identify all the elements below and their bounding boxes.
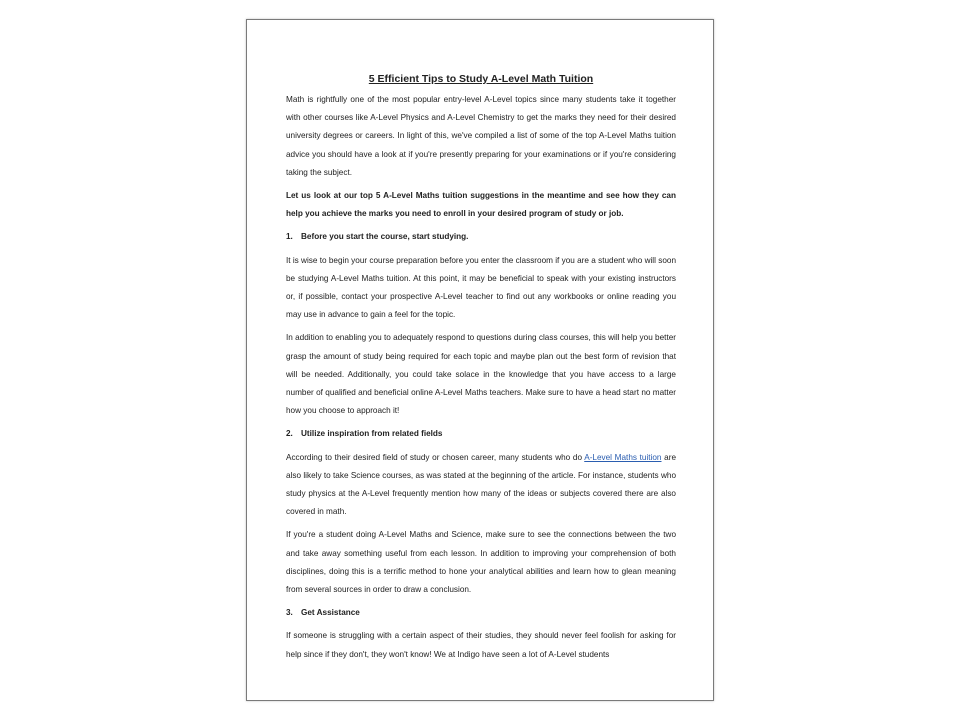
section-heading-2 — [286, 425, 676, 443]
lead-paragraph: Let us look at our top 5 A-Level Maths tuition suggestions in the meantime and see how they can help you achieve the marks you need to enroll in your desired program of study or job. — [286, 191, 676, 219]
section-2-paragraph-1 — [286, 449, 676, 522]
section-number: 1. — [286, 232, 293, 242]
intro-paragraph: Math is rightfully one of the most popular entry-level A-Level topics since many students take it together with other courses like A-Level Physics and A-Level Chemistry to get the marks they need for their desired university degrees or careers. In light of this, we've compiled a list of some of the top A-Level Maths tuition advice you should have a look at if you're presently preparing for your examinations or if you're considering taking the subject. — [286, 95, 676, 177]
document-content — [286, 72, 676, 669]
section-number: 2. — [286, 429, 293, 439]
section-heading-3 — [286, 604, 676, 622]
section-heading-text: Get Assistance — [301, 608, 360, 618]
section-1-paragraph-1: It is wise to begin your course preparation before you enter the classroom if you are a student who will soon be studying A-Level Maths tuition. At this point, it may be beneficial to speak with your existing instructors or, if possible, contact your prospective A-Level teacher to find out any workbooks or online reading you may use in advance to gain a feel for the topic. — [286, 255, 676, 320]
paragraph-text: are also likely to take Science courses, as was stated at the beginning of the article. For instance, students who study physics at the A-Level frequently mention how many of the ideas or subjects covered there are also covered in math. — [286, 452, 677, 517]
section-heading-text: Utilize inspiration from related fields — [301, 429, 443, 439]
section-number: 3. — [286, 608, 293, 618]
section-1-paragraph-2: In addition to enabling you to adequately respond to questions during class courses, this will help you better grasp the amount of study being required for each topic and maybe plan out the best form of revision that will be needed. Additionally, you could take solace in the knowledge that you have access to a large number of qualified and beneficial online A-Level Maths teachers. Make sure to have a head start no matter how you choose to approach it! — [286, 333, 676, 416]
section-heading-1 — [286, 228, 676, 246]
paragraph-text: According to their desired field of study or chosen career, many students who do — [286, 452, 585, 462]
document-page — [246, 19, 714, 701]
document-title: 5 Efficient Tips to Study A-Level Math Tuition — [368, 73, 594, 85]
section-3-paragraph-1: If someone is struggling with a certain aspect of their studies, they should never feel foolish for asking for help since if they don't, they won't know! We at Indigo have seen a lot of A-Level students — [286, 631, 676, 659]
section-heading-text: Before you start the course, start studying. — [301, 232, 469, 242]
a-level-maths-tuition-link[interactable]: A-Level Maths tuition — [584, 452, 662, 462]
section-2-paragraph-2: If you're a student doing A-Level Maths and Science, make sure to see the connections between the two and take away something useful from each lesson. In addition to improving your comprehension of both disciplines, doing this is a terrific method to hone your analytical abilities and learn how to glean meaning from several sources in order to draw a conclusion. — [286, 530, 676, 595]
